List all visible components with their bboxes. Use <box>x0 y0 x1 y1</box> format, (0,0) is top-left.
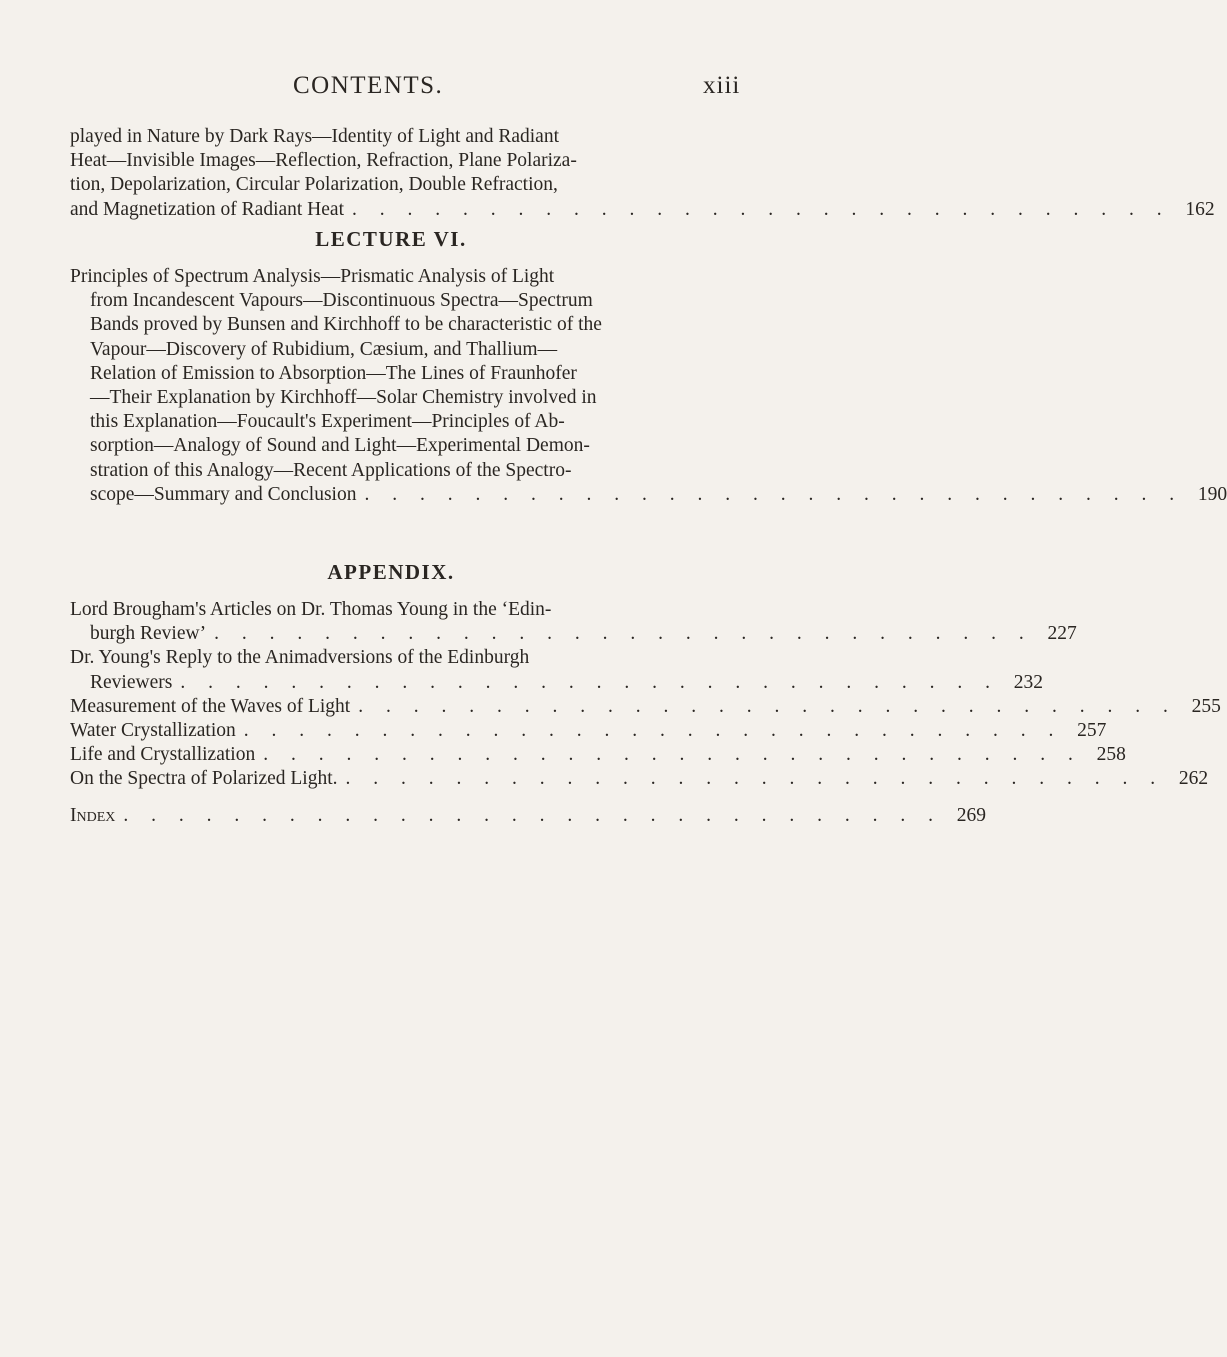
page-number: xiii <box>703 72 741 99</box>
summary-line: Principles of Spectrum Analysis—Prismatic Analysis of Light <box>70 266 555 287</box>
summary-line: Vapour—Discovery of Rubidium, Cæsium, and Thallium— <box>90 338 558 360</box>
lecture5-summary <box>70 125 1215 222</box>
summary-line: from Incandescent Vapours—Discontinuous Spectra—Spectrum <box>90 290 593 312</box>
index-title: Index <box>70 804 116 826</box>
summary-line: sorption—Analogy of Sound and Light—Experimental Demon- <box>90 435 590 457</box>
summary-line: scope—Summary and Conclusion <box>90 483 357 505</box>
summary-line: played in Nature by Dark Rays—Identity of Light and Radiant <box>70 126 560 147</box>
appendix-entry <box>70 695 1221 719</box>
lecture6-summary <box>70 265 1227 507</box>
page-reference: 255 <box>1191 695 1221 717</box>
dot-leader: . . . . . . . . . . . . . . . . . . . . . . . . . . . . . . <box>123 804 943 826</box>
page-reference: 262 <box>1178 768 1209 790</box>
lecture-heading: LECTURE VI. <box>315 227 467 251</box>
page-reference: 257 <box>1077 720 1107 742</box>
summary-line: this Explanation—Foucault's Experiment—Principles of Ab- <box>90 411 565 433</box>
appendix-entry-title: Water Crystallization <box>70 720 236 742</box>
appendix-entry-title: Measurement of the Waves of Light <box>70 695 351 717</box>
summary-line: stration of this Analogy—Recent Applications of the Spectro- <box>90 459 572 481</box>
appendix-entry <box>70 622 1077 646</box>
dot-leader: . . . . . . . . . . . . . . . . . . . . . . . . . . . . . . <box>180 671 999 693</box>
dot-leader: . . . . . . . . . . . . . . . . . . . . . . . . . . . . . . <box>364 483 1184 505</box>
page-reference: 232 <box>1013 671 1043 693</box>
page-reference: 162 <box>1185 198 1215 220</box>
summary-last-line <box>70 483 1227 507</box>
summary-last-line <box>70 198 1215 222</box>
page-reference: 258 <box>1096 744 1126 766</box>
page-reference: 190 <box>1197 483 1227 505</box>
appendix-entry <box>70 671 1043 695</box>
appendix-entry <box>70 743 1126 767</box>
summary-line: and Magnetization of Radiant Heat <box>70 198 344 220</box>
appendix-list <box>70 598 1221 828</box>
dot-leader: . . . . . . . . . . . . . . . . . . . . . . . . . . . . . . <box>352 198 1171 220</box>
summary-line: Relation of Emission to Absorption—The Lines of Fraunhofer <box>90 362 577 384</box>
appendix-entry <box>70 767 1209 791</box>
summary-line: tion, Depolarization, Circular Polarization, Double Refraction, <box>70 174 558 196</box>
appendix-entry-title: Reviewers <box>90 671 173 693</box>
dot-leader: . . . . . . . . . . . . . . . . . . . . . . . . . . . . . . <box>214 623 1033 645</box>
dot-leader: . . . . . . . . . . . . . . . . . . . . . . . . . . . . . . <box>243 720 1063 742</box>
page-reference: 227 <box>1047 623 1077 645</box>
appendix-entry-title: Dr. Young's Reply to the Animadversions of the Edinburgh <box>70 647 530 669</box>
appendix-heading: APPENDIX. <box>327 560 455 584</box>
appendix-entry <box>70 719 1107 743</box>
summary-line: —Their Explanation by Kirchhoff—Solar Chemistry involved in <box>90 387 597 409</box>
appendix-entry-title: Lord Brougham's Articles on Dr. Thomas Young in the ‘Edin- <box>70 599 552 620</box>
index-entry <box>70 804 987 828</box>
dot-leader: . . . . . . . . . . . . . . . . . . . . . . . . . . . . . . <box>345 768 1165 790</box>
dot-leader: . . . . . . . . . . . . . . . . . . . . . . . . . . . . . . <box>263 744 1082 766</box>
dot-leader: . . . . . . . . . . . . . . . . . . . . . . . . . . . . . . <box>358 695 1177 717</box>
summary-line: Bands proved by Bunsen and Kirchhoff to be characteristic of the <box>90 314 602 336</box>
page-reference: 269 <box>956 804 987 826</box>
running-head <box>0 72 800 112</box>
running-title: CONTENTS. <box>293 72 444 99</box>
appendix-entry-title: On the Spectra of Polarized Light. <box>70 768 338 790</box>
appendix-entry-title: burgh Review’ <box>90 623 207 645</box>
appendix-entry-title: Life and Crystallization <box>70 744 256 766</box>
summary-line: Heat—Invisible Images—Reflection, Refraction, Plane Polariza- <box>70 150 577 172</box>
